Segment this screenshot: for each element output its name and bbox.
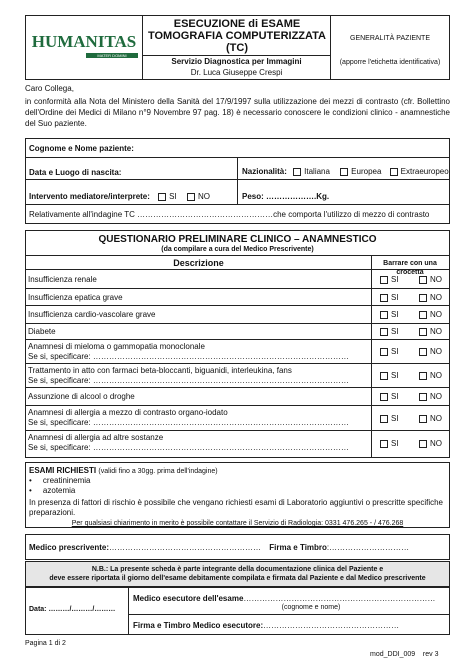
checkbox-icon — [419, 372, 427, 380]
questionnaire-row — [25, 269, 450, 288]
interpreter-label: Intervento mediatore/interprete: — [29, 192, 150, 201]
patient-box — [25, 138, 450, 224]
question-specify[interactable]: Se si, specificare: …………………………………………………………………………………… — [28, 376, 349, 385]
answer-yes[interactable]: SI — [380, 414, 399, 423]
answer-yes[interactable]: SI — [380, 275, 399, 284]
patient-hint: (apporre l'etichetta identificativa) — [339, 59, 441, 66]
checkbox-icon — [419, 440, 427, 448]
answer-yes[interactable]: SI — [380, 327, 399, 336]
question-text: Anamnesi di allergia a mezzo di contrasto organo-iodato — [28, 408, 228, 417]
questionnaire-subtitle: (da compilare a cura del Medico Prescrivente) — [161, 246, 314, 253]
answer-no[interactable]: NO — [419, 371, 442, 380]
question-text: Assunzione di alcool o droghe — [28, 392, 135, 401]
exams-box — [25, 462, 450, 528]
nb-line1: N.B.: La presente scheda è parte integrante della documentazione clinica del Paziente e — [91, 566, 384, 573]
date-field[interactable]: Data: ………/………/……… — [29, 606, 116, 613]
executor-label: Medico esecutore dell'esame — [133, 594, 244, 603]
question-text: Anamnesi di allergia ad altre sostanze — [28, 433, 164, 442]
checkbox-icon — [380, 348, 388, 356]
nationality-option-europea[interactable]: Europea — [340, 167, 381, 176]
checkbox-icon — [380, 393, 388, 401]
answer-no[interactable]: NO — [419, 293, 442, 302]
prescriber-row[interactable]: Medico prescrivente:………………………………………………… Firma e Timbro:………………………… — [29, 543, 410, 552]
page-title: ESECUZIONE di ESAME TOMOGRAFIA COMPUTERIZZATA (TC) — [147, 18, 327, 54]
questionnaire-row — [25, 405, 450, 430]
checkbox-icon — [380, 311, 388, 319]
exam-item: • creatininemia — [29, 476, 91, 485]
column-description: Descrizione — [173, 258, 224, 268]
checkbox-icon — [419, 328, 427, 336]
questionnaire-title: QUESTIONARIO PRELIMINARE CLINICO – ANAMNESTICO — [98, 234, 377, 245]
checkbox-icon — [419, 311, 427, 319]
patient-label-box — [330, 15, 450, 80]
checkbox-icon — [390, 168, 398, 176]
answer-yes[interactable]: SI — [380, 371, 399, 380]
nb-line2: deve essere riportata il giorno dell'esame debitamente compilata e firmata dal Paziente e dal Medico prescrivente — [49, 575, 426, 582]
answer-yes[interactable]: SI — [380, 392, 399, 401]
answer-yes[interactable]: SI — [380, 347, 399, 356]
checkbox-icon — [380, 294, 388, 302]
interpreter-no[interactable]: NO — [187, 192, 210, 201]
nationality-group — [242, 167, 449, 177]
question-text: Diabete — [28, 327, 56, 336]
question-specify[interactable]: Se si, specificare: …………………………………………………………………………………… — [28, 443, 349, 452]
questionnaire-row — [25, 305, 450, 323]
answer-no[interactable]: NO — [419, 414, 442, 423]
executor-hint: (cognome e nome) — [281, 604, 341, 611]
answer-no[interactable]: NO — [419, 392, 442, 401]
greeting: Caro Collega, — [25, 84, 74, 93]
exams-risk-note: In presenza di fattori di rischio è possibile che vengano richiesti esami di Laboratorio aggiuntivi o prescritte specifiche preparazioni. — [29, 498, 443, 517]
answer-no[interactable]: NO — [419, 347, 442, 356]
answer-yes[interactable]: SI — [380, 310, 399, 319]
prescriber-box — [25, 534, 450, 560]
prescriber-label: Medico prescrivente: — [29, 543, 110, 552]
question-specify[interactable]: Se si, specificare: …………………………………………………………………………………… — [28, 352, 349, 361]
weight-field[interactable]: Peso: ……………….Kg. — [242, 192, 330, 201]
patient-name-label: Cognome e Nome paziente: — [29, 144, 134, 153]
nationality-option-extraeuropeo[interactable]: Extraeuropeo — [390, 167, 449, 176]
answer-no[interactable]: NO — [419, 327, 442, 336]
intro-paragraph: in conformità alla Nota del Ministero della Sanità del 17/9/1997 sulla utilizzazione dei mezzi di contrasto (cfr. Bollettino dell'Ordine dei Medici di Milano n°9 Novembre 97 pag. 18) è necessario conoscere le condizioni clinico - anamnestiche del Suo paziente. — [25, 97, 450, 128]
checkbox-icon — [340, 168, 348, 176]
logo: HUMANITAS — [31, 32, 137, 51]
header-title-box — [142, 15, 331, 80]
exams-heading — [29, 466, 218, 476]
executor-row[interactable]: Medico esecutore dell'esame……………………………………………………………… — [133, 594, 436, 603]
exams-note: (validi fino a 30gg. prima dell'indagine) — [98, 468, 218, 475]
checkbox-icon — [380, 328, 388, 336]
birth-label: Data e Luogo di nascita: — [29, 168, 122, 177]
service-doctor: Dr. Luca Giuseppe Crespi — [190, 68, 283, 77]
checkbox-icon — [419, 294, 427, 302]
header-logo-box — [25, 15, 143, 80]
questionnaire-row — [25, 288, 450, 305]
checkbox-icon — [187, 193, 195, 201]
answer-yes[interactable]: SI — [380, 439, 399, 448]
question-text: Anamnesi di mieloma o gammopatia monoclonale — [28, 342, 205, 351]
questionnaire-row — [25, 339, 450, 363]
questionnaire-row — [25, 387, 450, 405]
question-text: Insufficienza cardio-vascolare grave — [28, 310, 156, 319]
exams-title: ESAMI RICHIESTI — [29, 466, 97, 475]
page-number: Pagina 1 di 2 — [25, 640, 66, 647]
answer-no[interactable]: NO — [419, 275, 442, 284]
prescriber-sign-label: Firma e Timbro — [269, 543, 327, 552]
nationality-label: Nazionalità: — [242, 167, 287, 176]
checkbox-icon — [419, 276, 427, 284]
executor-sign-row[interactable]: Firma e Timbro Medico esecutore:…………………………………………… — [133, 621, 400, 630]
answer-yes[interactable]: SI — [380, 293, 399, 302]
question-text: Insufficienza epatica grave — [28, 293, 123, 302]
interpreter-yes[interactable]: SI — [158, 192, 177, 201]
checkbox-icon — [293, 168, 301, 176]
nb-box — [25, 561, 450, 587]
document-code: mod_DDI_009 rev 3 — [370, 651, 439, 658]
exam-reason[interactable]: Relativamente all'indagine TC ……………………………………………che comporta l'utilizzo di mezzo di contrasto — [29, 210, 430, 219]
checkbox-icon — [380, 372, 388, 380]
exam-item: • azotemia — [29, 486, 76, 495]
checkbox-icon — [419, 415, 427, 423]
checkbox-icon — [380, 276, 388, 284]
signature-box — [25, 587, 450, 635]
service-name: Servizio Diagnostica per Immagini — [171, 57, 302, 66]
checkbox-icon — [380, 415, 388, 423]
checkbox-icon — [419, 348, 427, 356]
questionnaire-row — [25, 323, 450, 339]
nationality-option-italiana[interactable]: Italiana — [293, 167, 330, 176]
interpreter-group — [29, 192, 210, 202]
checkbox-icon — [380, 440, 388, 448]
question-text: Insufficienza renale — [28, 275, 97, 284]
checkbox-icon — [419, 393, 427, 401]
question-text: Trattamento in atto con farmaci beta-bloccanti, biguanidi, interleukina, fans — [28, 366, 292, 375]
exams-contact: Per qualsiasi chiarimento in merito è possibile contattare il Servizio di Radiologia: 0331 476.265 - / 476.268 — [71, 520, 404, 527]
questionnaire-row — [25, 430, 450, 455]
answer-no[interactable]: NO — [419, 310, 442, 319]
answer-no[interactable]: NO — [419, 439, 442, 448]
question-specify[interactable]: Se si, specificare: …………………………………………………………………………………… — [28, 418, 349, 427]
logo-subtitle: MATER DOMINI — [86, 53, 138, 58]
column-check: Barrare con una crocetta — [383, 260, 437, 276]
checkbox-icon — [158, 193, 166, 201]
questionnaire-row — [25, 363, 450, 387]
executor-sign-label: Firma e Timbro Medico esecutore: — [133, 621, 264, 630]
patient-label: GENERALITÀ PAZIENTE — [350, 35, 430, 42]
